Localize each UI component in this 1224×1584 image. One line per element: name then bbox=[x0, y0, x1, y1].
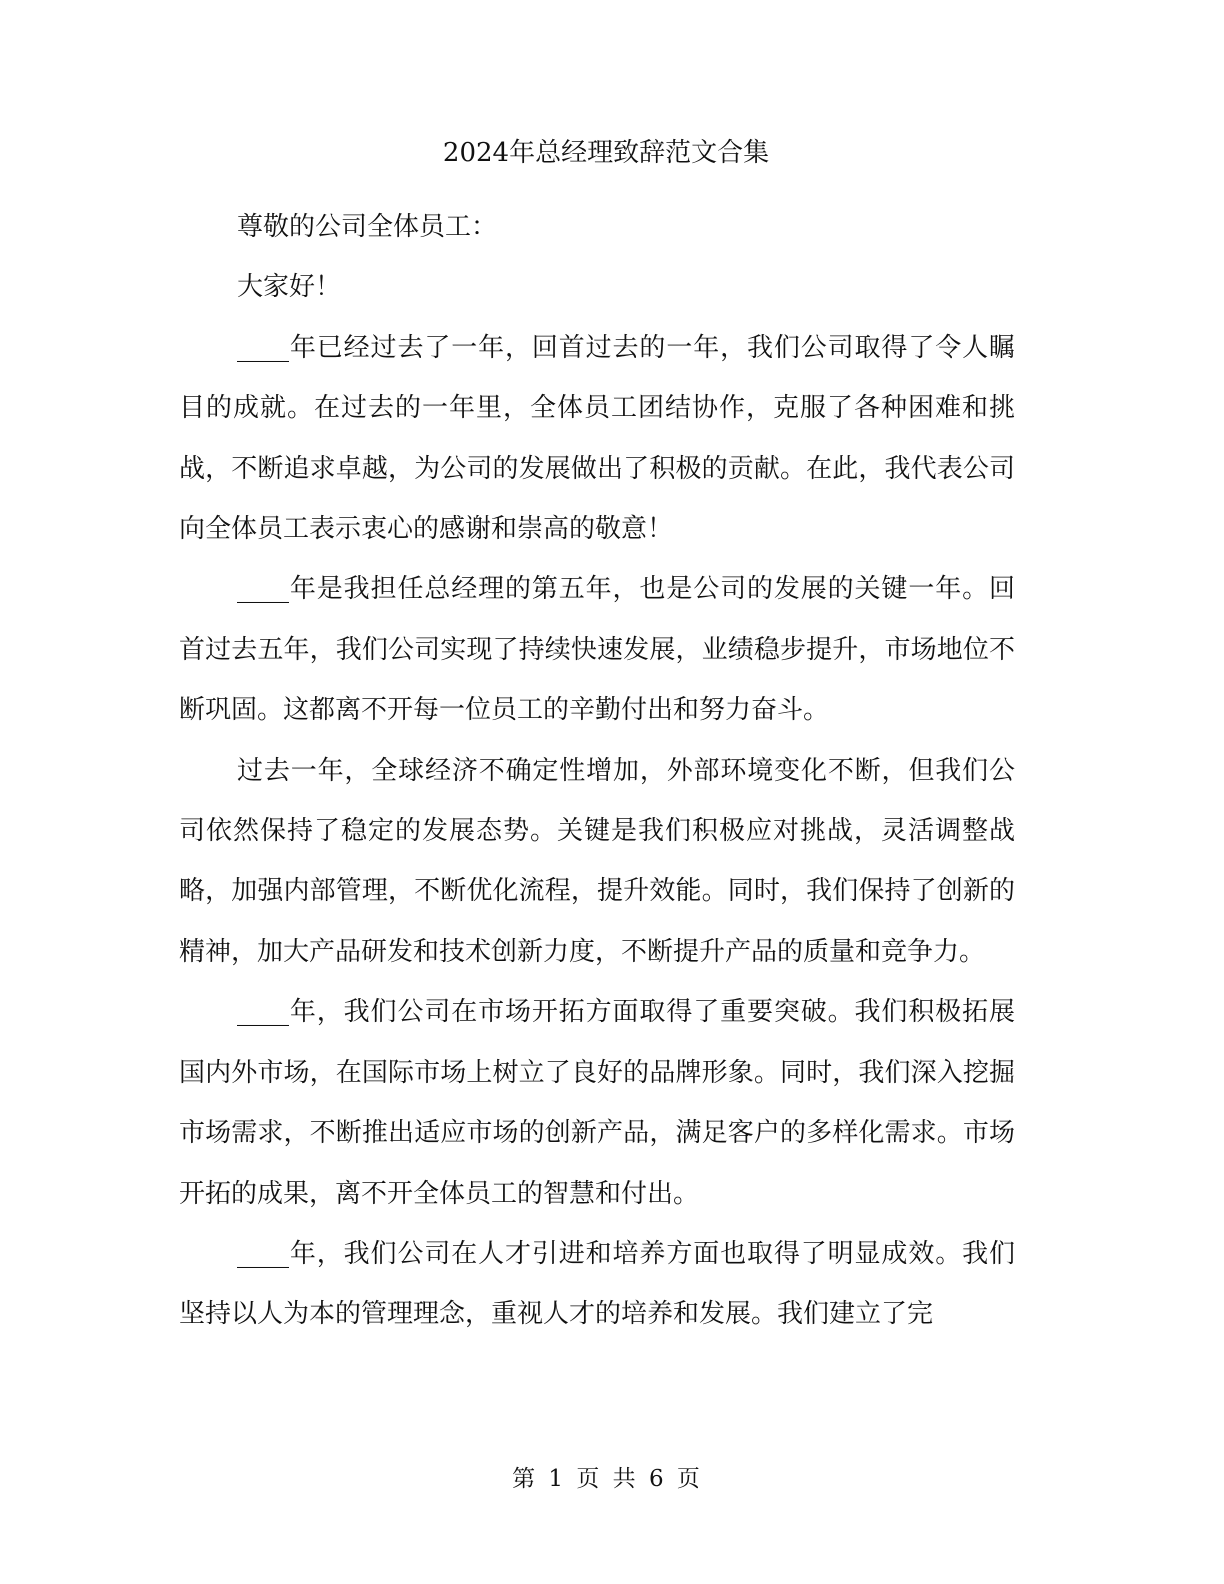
paragraph: ____年，我们公司在市场开拓方面取得了重要突破。我们积极拓展国内外市场，在国际市场上树立了良好的品牌形象。同时，我们深入挖掘市场需求，不断推出适应市场的创新产品，满足客户的多样化需求。市场开拓的成果，离不开全体员工的智慧和付出。 bbox=[179, 997, 1015, 1209]
paragraph: 过去一年，全球经济不确定性增加，外部环境变化不断，但我们公司依然保持了稳定的发展态势。关键是我们积极应对挑战，灵活调整战略，加强内部管理，不断优化流程，提升效能。同时，我们保持了创新的精神，加大产品研发和技术创新力度，不断提升产品的质量和竞争力。 bbox=[179, 755, 1015, 967]
greeting: 大家好！ bbox=[237, 272, 342, 303]
page-footer: 第 1 页 共 6 页 bbox=[512, 1466, 700, 1492]
salutation: 尊敬的公司全体员工： bbox=[237, 212, 498, 242]
paragraph: ____年已经过去了一年，回首过去的一年，我们公司取得了令人瞩目的成就。在过去的一年里，全体员工团结协作，克服了各种困难和挑战，不断追求卓越，为公司的发展做出了积极的贡献。在此，我代表公司向全体员工表示衷心的感谢和崇高的敬意！ bbox=[179, 332, 1015, 545]
document-body bbox=[179, 197, 1015, 1345]
document-title: 2024年总经理致辞范文合集 bbox=[442, 138, 770, 168]
paragraph: ____年是我担任总经理的第五年，也是公司的发展的关键一年。回首过去五年，我们公司实现了持续快速发展，业绩稳步提升，市场地位不断巩固。这都离不开每一位员工的辛勤付出和努力奋斗。 bbox=[179, 574, 1015, 726]
paragraph: ____年，我们公司在人才引进和培养方面也取得了明显成效。我们坚持以人为本的管理理念，重视人才的培养和发展。我们建立了完 bbox=[179, 1238, 1015, 1330]
